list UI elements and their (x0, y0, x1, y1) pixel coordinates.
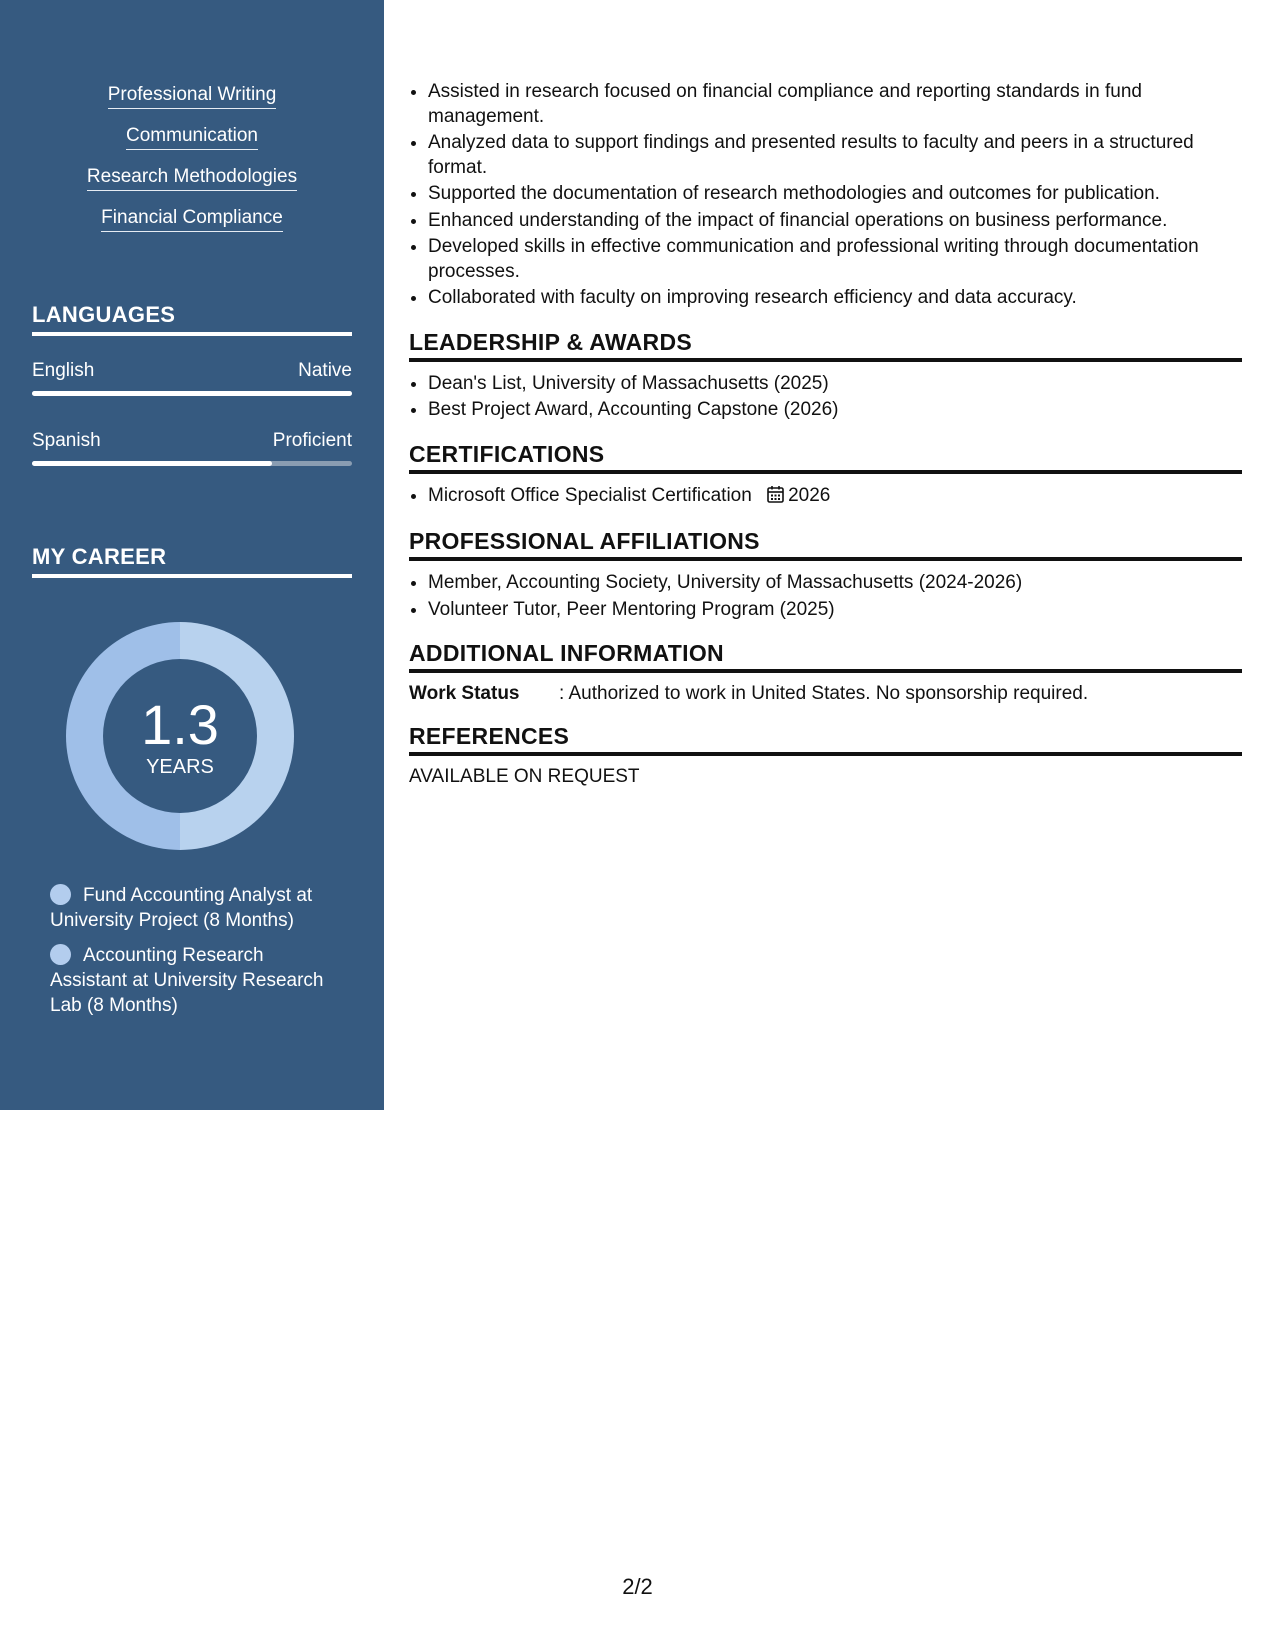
certification-name: Microsoft Office Specialist Certification (428, 484, 752, 506)
career-donut-chart (66, 622, 294, 850)
language-name: English (32, 360, 95, 381)
references-heading: REFERENCES (409, 723, 1242, 756)
language-bar-fill (32, 461, 272, 466)
certifications-list (409, 484, 1242, 511)
language-bar (32, 391, 352, 396)
additional-info-heading: ADDITIONAL INFORMATION (409, 640, 1242, 673)
languages-heading: LANGUAGES (32, 302, 352, 336)
legend-dot-icon (50, 944, 71, 965)
list-item: • Developed skills in effective communication and professional writing through documentation processes. (428, 235, 1242, 284)
list-item: • Member, Accounting Society, University of Massachusetts (2024-2026) (428, 571, 1242, 596)
language-bar (32, 461, 352, 466)
skills-list (0, 84, 384, 248)
affiliations-heading: PROFESSIONAL AFFILIATIONS (409, 528, 1242, 561)
work-status-label: Work Status (409, 683, 520, 704)
sidebar (0, 0, 384, 1110)
career-heading: MY CAREER (32, 544, 352, 578)
career-years-value: 1.3 (141, 693, 219, 756)
list-item (428, 484, 1242, 511)
list-item: • Analyzed data to support findings and presented results to faculty and peers in a structured format. (428, 131, 1242, 180)
certifications-heading: CERTIFICATIONS (409, 441, 1242, 474)
work-status-value: : Authorized to work in United States. No sponsorship required. (559, 683, 1089, 704)
skill-tag: Communication (126, 125, 258, 150)
career-item (50, 943, 330, 1018)
main-content (409, 80, 1242, 788)
career-item-text: Fund Accounting Analyst at University Project (8 Months) (50, 885, 313, 931)
affiliations-list (409, 571, 1242, 622)
calendar-icon (767, 485, 784, 511)
list-item: • Volunteer Tutor, Peer Mentoring Program (2025) (428, 598, 1242, 623)
leadership-list (409, 372, 1242, 423)
list-item: • Collaborated with faculty on improving research efficiency and data accuracy. (428, 286, 1242, 311)
career-item (50, 883, 330, 933)
list-item: • Enhanced understanding of the impact of financial operations on business performance. (428, 209, 1242, 234)
leadership-heading: LEADERSHIP & AWARDS (409, 329, 1242, 362)
list-item: • Best Project Award, Accounting Capstone (2026) (428, 398, 1242, 423)
language-spanish (32, 430, 352, 466)
language-name: Spanish (32, 430, 101, 451)
skill-tag: Professional Writing (108, 84, 277, 109)
legend-dot-icon (50, 884, 71, 905)
list-item: • Supported the documentation of research methodologies and outcomes for publication. (428, 182, 1242, 207)
page-number: 2/2 (622, 1574, 653, 1599)
language-level: Native (298, 360, 352, 381)
skill-tag: Financial Compliance (101, 207, 283, 232)
career-years-unit: YEARS (146, 756, 214, 778)
references-text: AVAILABLE ON REQUEST (409, 766, 640, 787)
certification-year: 2026 (788, 484, 831, 506)
list-item: • Dean's List, University of Massachusetts (2025) (428, 372, 1242, 397)
work-status-row (409, 683, 1242, 705)
list-item: • Assisted in research focused on financial compliance and reporting standards in fund management. (428, 80, 1242, 129)
language-english (32, 360, 352, 396)
career-item-text: Accounting Research Assistant at University Research Lab (8 Months) (50, 945, 324, 1016)
experience-bullets (409, 80, 1242, 311)
language-bar-fill (32, 391, 352, 396)
language-level: Proficient (272, 430, 352, 451)
career-legend (50, 883, 330, 1028)
skill-tag: Research Methodologies (87, 166, 297, 191)
